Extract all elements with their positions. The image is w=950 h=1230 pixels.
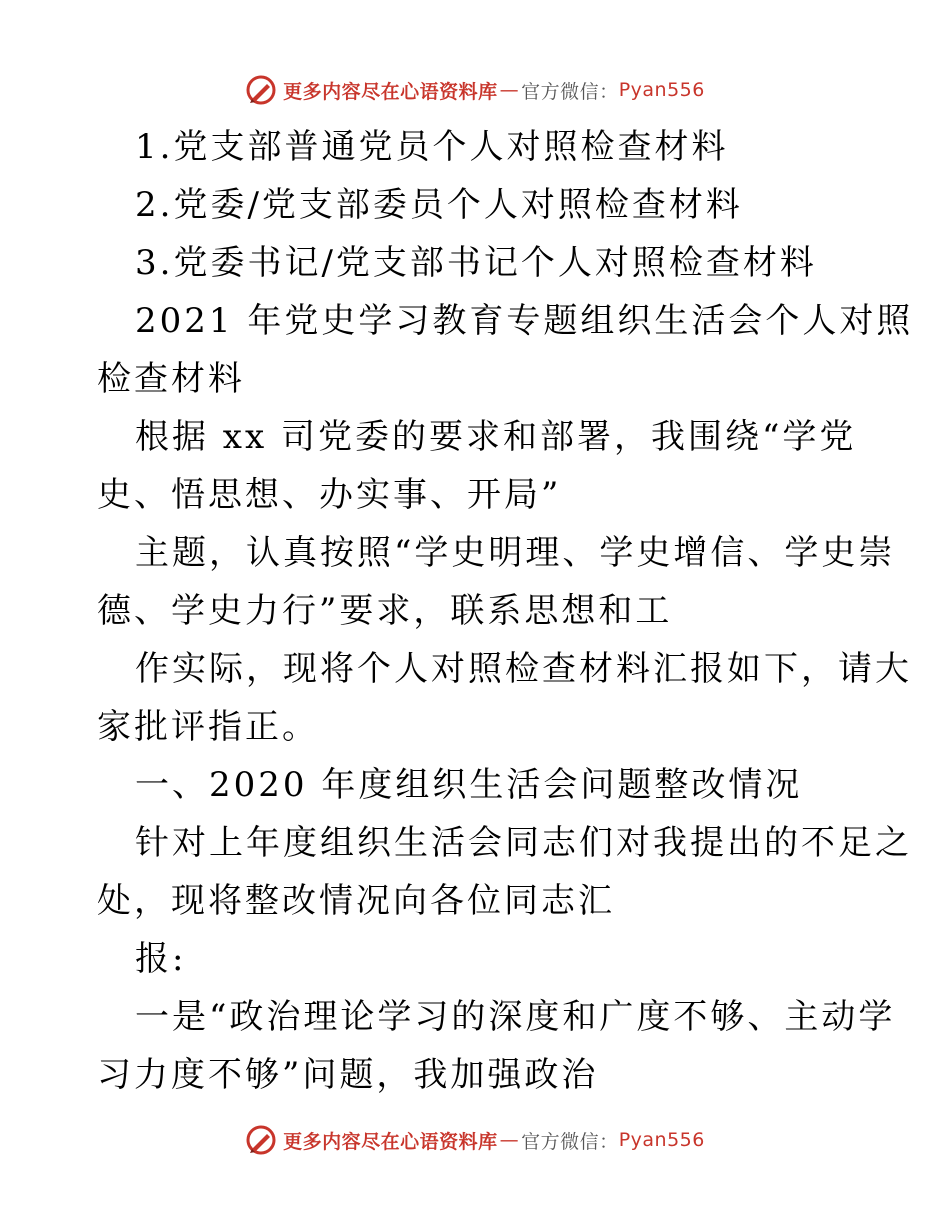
header-banner xyxy=(0,70,950,110)
pen-logo-icon xyxy=(245,1124,277,1156)
document-body xyxy=(97,118,914,1104)
body-line: 习力度不够”问题，我加强政治 xyxy=(97,1055,599,1095)
banner-brand: 更多内容尽在心语资料库 xyxy=(283,1130,498,1153)
body-line: 一是“政治理论学习的深度和广度不够、主动学 xyxy=(135,997,896,1037)
body-line: 检查材料 xyxy=(97,359,245,399)
body-line: 2.党委/党支部委员个人对照检查材料 xyxy=(135,185,743,225)
body-line: 2021 年党史学习教育专题组织生活会个人对照 xyxy=(135,301,914,341)
body-line: 史、悟思想、办实事、开局” xyxy=(97,475,562,515)
banner-official-label: 官方微信： xyxy=(521,80,619,103)
banner-official-label: 官方微信： xyxy=(521,1130,619,1153)
body-line: 处，现将整改情况向各位同志汇 xyxy=(97,881,615,921)
body-line: 一、2020 年度组织生活会问题整改情况 xyxy=(135,765,803,805)
body-line: 1.党支部普通党员个人对照检查材料 xyxy=(135,127,729,167)
pen-logo-icon xyxy=(245,74,277,106)
body-line: 作实际，现将个人对照检查材料汇报如下，请大 xyxy=(135,649,912,689)
body-line: 根据 xx 司党委的要求和部署，我围绕“学党 xyxy=(135,417,857,457)
banner-handle: Pyan556 xyxy=(618,79,705,101)
body-line: 报: xyxy=(135,939,187,979)
banner-dash: — xyxy=(499,79,520,101)
banner-dash: — xyxy=(499,1129,520,1151)
body-line: 家批评指正。 xyxy=(97,707,319,747)
body-line: 针对上年度组织生活会同志们对我提出的不足之 xyxy=(135,823,912,863)
footer-banner xyxy=(0,1120,950,1160)
body-line: 主题，认真按照“学史明理、学史增信、学史崇 xyxy=(135,533,896,573)
body-line: 3.党委书记/党支部书记个人对照检查材料 xyxy=(135,243,817,283)
body-line: 德、学史力行”要求，联系思想和工 xyxy=(97,591,673,631)
banner-handle: Pyan556 xyxy=(618,1129,705,1151)
banner-brand: 更多内容尽在心语资料库 xyxy=(283,80,498,103)
